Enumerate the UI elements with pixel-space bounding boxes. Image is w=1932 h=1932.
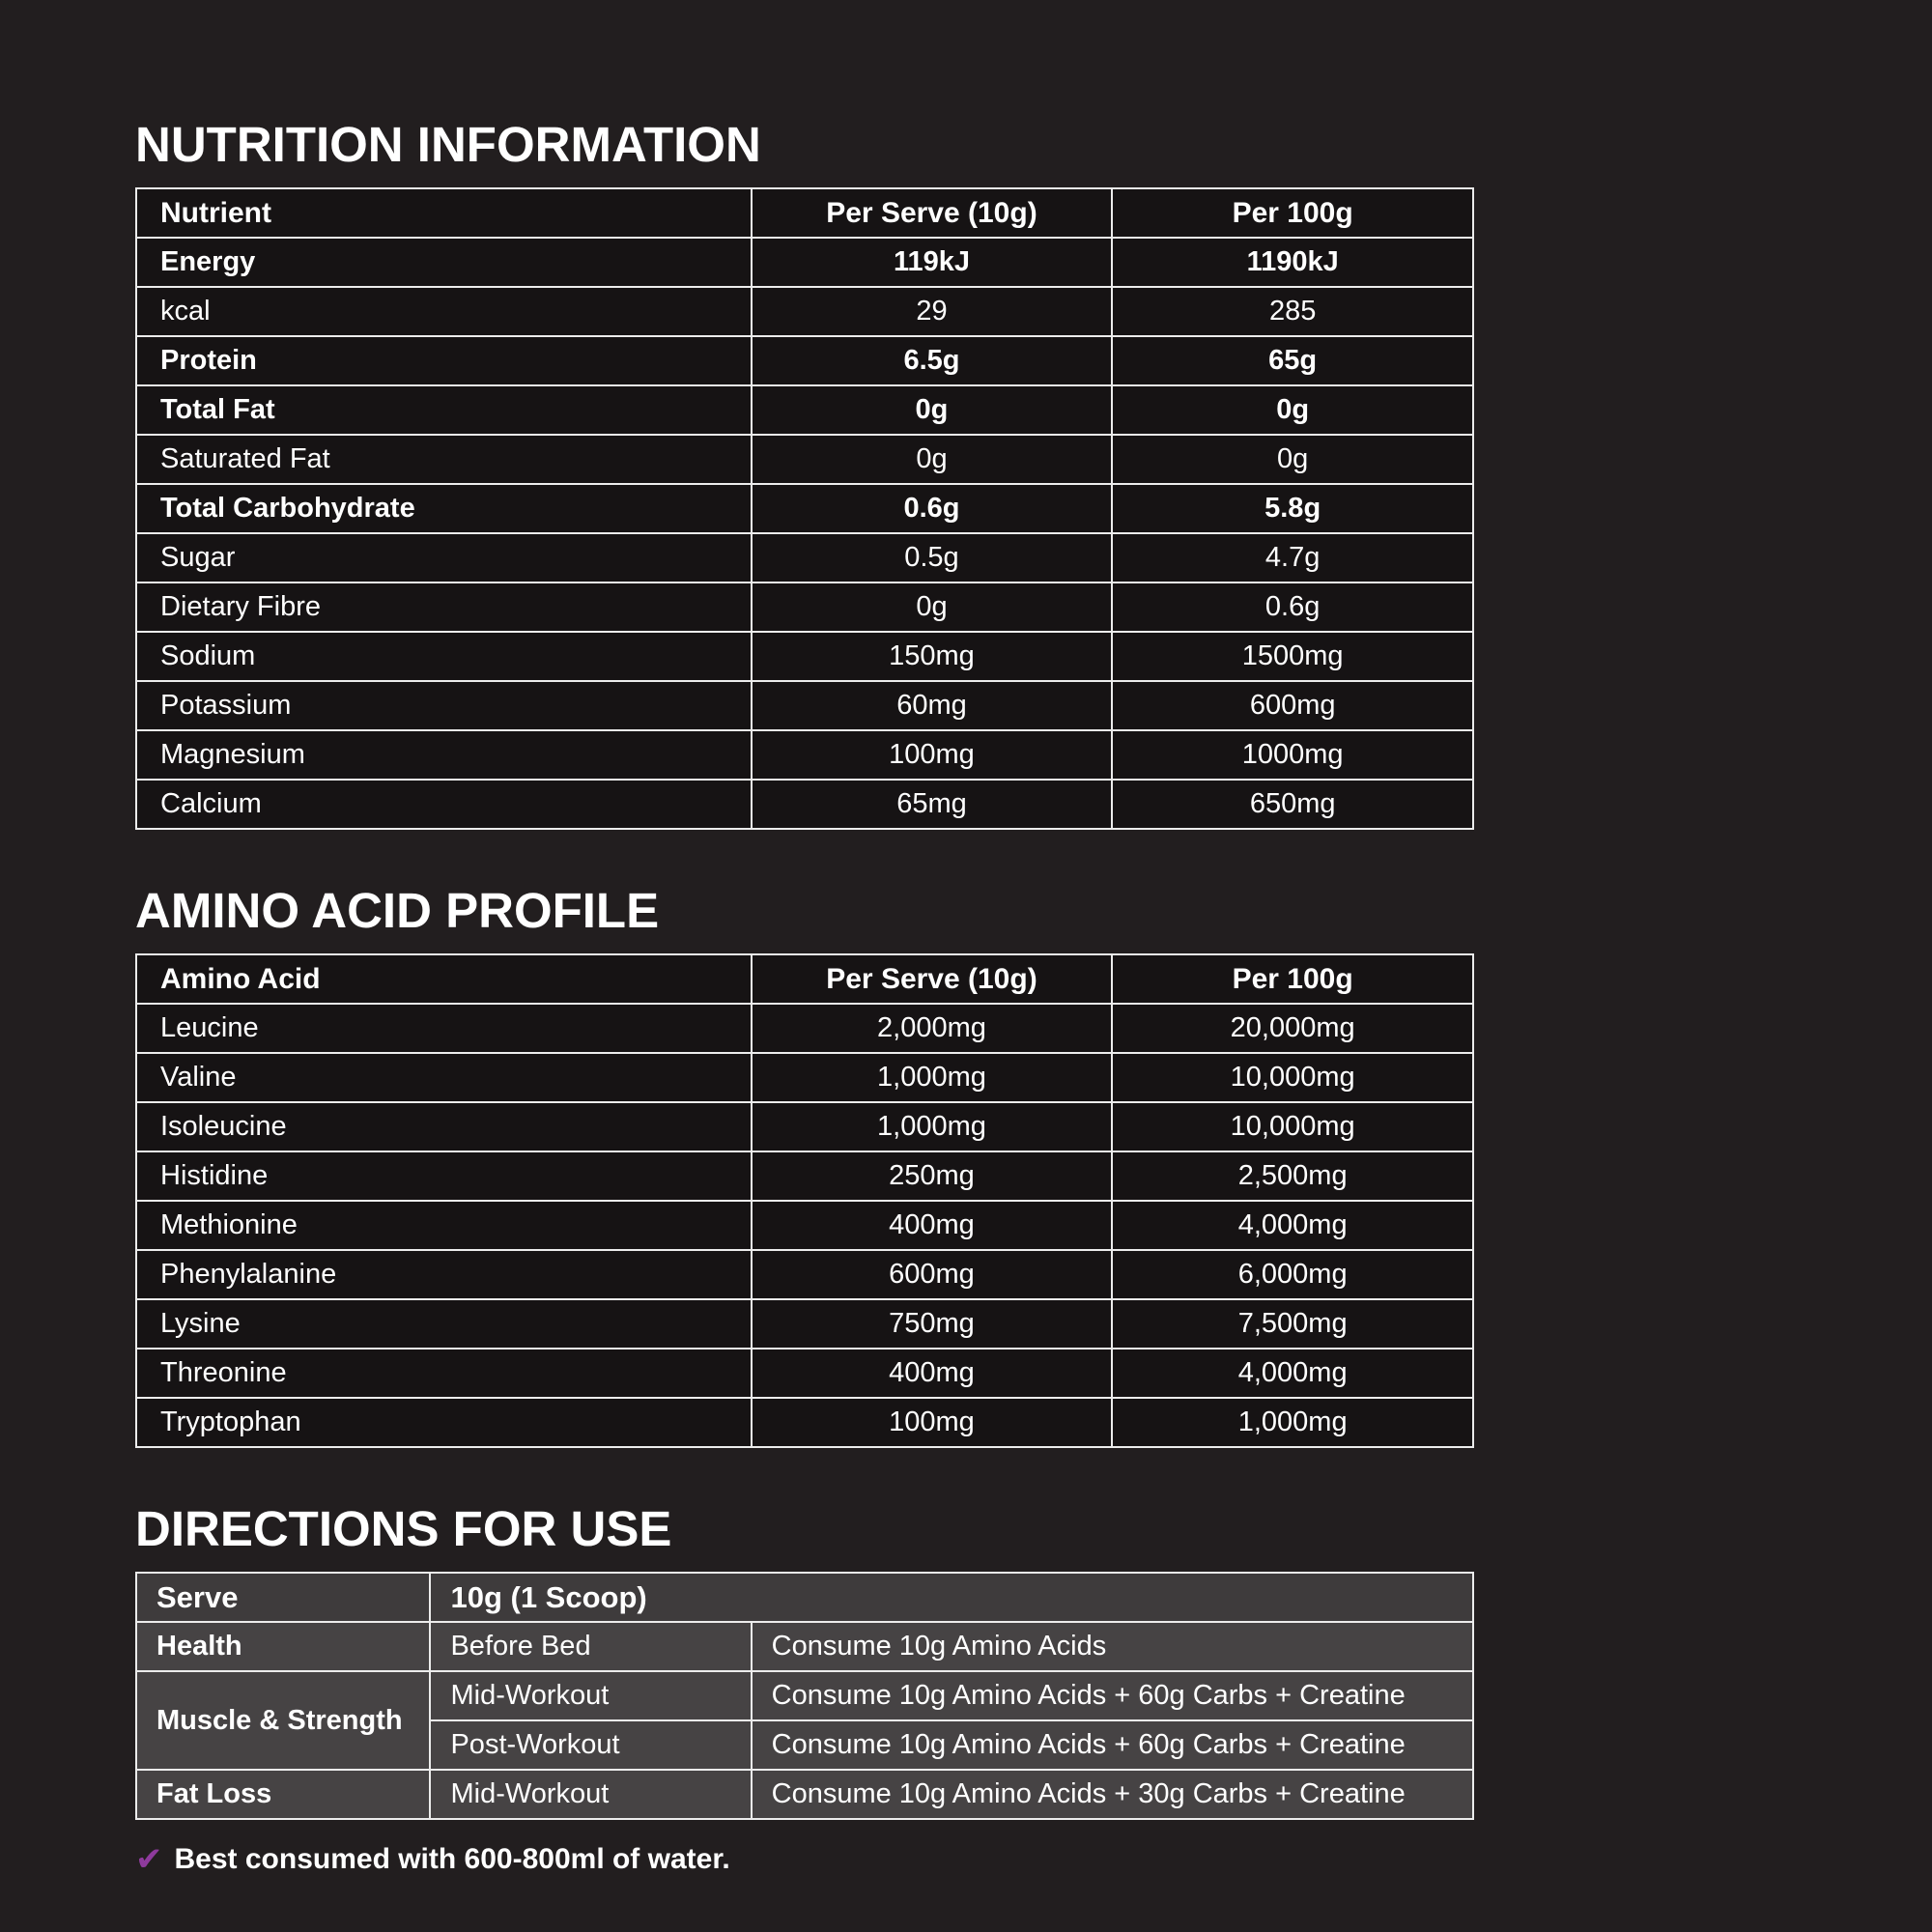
- directions-row-health: [136, 1622, 1473, 1671]
- amino-row: [136, 1250, 1473, 1299]
- nutrition-cell-per-100g: 1190kJ: [1112, 238, 1473, 287]
- nutrition-row: [136, 582, 1473, 632]
- nutrition-col-header-per-100g: Per 100g: [1112, 188, 1473, 238]
- nutrition-row: [136, 435, 1473, 484]
- nutrition-cell-per-serve: 65mg: [752, 780, 1113, 829]
- amino-row: [136, 1053, 1473, 1102]
- nutrition-section-title: NUTRITION INFORMATION: [135, 117, 761, 172]
- nutrition-row: [136, 238, 1473, 287]
- directions-serve-label: Serve: [136, 1573, 430, 1622]
- amino-cell-per-serve: 250mg: [752, 1151, 1113, 1201]
- amino-cell-per-100g: 20,000mg: [1112, 1004, 1473, 1053]
- directions-serve-row: [136, 1573, 1473, 1622]
- amino-cell-per-serve: 750mg: [752, 1299, 1113, 1349]
- nutrition-cell-per-100g: 0g: [1112, 385, 1473, 435]
- amino-cell-per-100g: 2,500mg: [1112, 1151, 1473, 1201]
- nutrition-cell-label: Protein: [136, 336, 752, 385]
- nutrition-row: [136, 385, 1473, 435]
- amino-cell-label: Valine: [136, 1053, 752, 1102]
- amino-cell-label: Lysine: [136, 1299, 752, 1349]
- nutrition-cell-label: Calcium: [136, 780, 752, 829]
- nutrition-cell-per-serve: 0.5g: [752, 533, 1113, 582]
- nutrition-cell-per-100g: 1500mg: [1112, 632, 1473, 681]
- nutrition-cell-label: kcal: [136, 287, 752, 336]
- directions-section-title: DIRECTIONS FOR USE: [135, 1501, 672, 1556]
- directions-row-muscle-mid: [136, 1671, 1473, 1720]
- nutrition-cell-per-100g: 0g: [1112, 435, 1473, 484]
- nutrition-cell-per-serve: 29: [752, 287, 1113, 336]
- check-icon: ✔: [135, 1841, 163, 1878]
- directions-timing-health: Before Bed: [430, 1622, 751, 1671]
- amino-cell-per-serve: 600mg: [752, 1250, 1113, 1299]
- amino-cell-label: Histidine: [136, 1151, 752, 1201]
- nutrition-row: [136, 287, 1473, 336]
- amino-cell-per-serve: 2,000mg: [752, 1004, 1113, 1053]
- nutrition-cell-per-100g: 4.7g: [1112, 533, 1473, 582]
- nutrition-cell-per-100g: 0.6g: [1112, 582, 1473, 632]
- directions-serve-value: 10g (1 Scoop): [430, 1573, 1473, 1622]
- amino-cell-label: Phenylalanine: [136, 1250, 752, 1299]
- nutrition-cell-per-serve: 0.6g: [752, 484, 1113, 533]
- nutrition-cell-per-serve: 60mg: [752, 681, 1113, 730]
- nutrition-row: [136, 632, 1473, 681]
- amino-row: [136, 1004, 1473, 1053]
- nutrition-cell-per-serve: 150mg: [752, 632, 1113, 681]
- directions-goal-muscle-strength: Muscle & Strength: [136, 1671, 430, 1770]
- nutrition-cell-label: Dietary Fibre: [136, 582, 752, 632]
- footnote-text: Best consumed with 600-800ml of water.: [174, 1843, 730, 1875]
- nutrition-table: [135, 187, 1474, 830]
- amino-cell-per-100g: 4,000mg: [1112, 1201, 1473, 1250]
- amino-cell-label: Methionine: [136, 1201, 752, 1250]
- amino-cell-per-100g: 10,000mg: [1112, 1053, 1473, 1102]
- amino-cell-per-serve: 1,000mg: [752, 1053, 1113, 1102]
- amino-header-row: [136, 954, 1473, 1004]
- nutrition-cell-per-100g: 285: [1112, 287, 1473, 336]
- amino-col-header-per-100g: Per 100g: [1112, 954, 1473, 1004]
- amino-cell-per-serve: 400mg: [752, 1349, 1113, 1398]
- amino-row: [136, 1398, 1473, 1447]
- amino-cell-label: Isoleucine: [136, 1102, 752, 1151]
- nutrition-cell-label: Saturated Fat: [136, 435, 752, 484]
- directions-instruction-muscle-mid: Consume 10g Amino Acids + 60g Carbs + Creatine: [752, 1671, 1473, 1720]
- nutrition-cell-per-100g: 1000mg: [1112, 730, 1473, 780]
- nutrition-col-header-nutrient: Nutrient: [136, 188, 752, 238]
- amino-cell-label: Threonine: [136, 1349, 752, 1398]
- directions-instruction-health: Consume 10g Amino Acids: [752, 1622, 1473, 1671]
- amino-row: [136, 1102, 1473, 1151]
- nutrition-cell-per-serve: 100mg: [752, 730, 1113, 780]
- nutrition-row: [136, 336, 1473, 385]
- nutrition-cell-label: Magnesium: [136, 730, 752, 780]
- amino-cell-per-100g: 10,000mg: [1112, 1102, 1473, 1151]
- amino-cell-per-100g: 1,000mg: [1112, 1398, 1473, 1447]
- nutrition-row: [136, 730, 1473, 780]
- nutrition-cell-per-serve: 119kJ: [752, 238, 1113, 287]
- footnote: [135, 1843, 1474, 1876]
- nutrition-cell-per-serve: 0g: [752, 582, 1113, 632]
- amino-cell-label: Tryptophan: [136, 1398, 752, 1447]
- directions-timing-muscle-post: Post-Workout: [430, 1720, 751, 1770]
- nutrition-cell-per-serve: 0g: [752, 385, 1113, 435]
- amino-acid-table: [135, 953, 1474, 1448]
- nutrition-cell-per-100g: 650mg: [1112, 780, 1473, 829]
- amino-row: [136, 1151, 1473, 1201]
- nutrition-cell-label: Total Fat: [136, 385, 752, 435]
- nutrition-cell-per-100g: 65g: [1112, 336, 1473, 385]
- amino-section-title: AMINO ACID PROFILE: [135, 883, 660, 938]
- amino-cell-label: Leucine: [136, 1004, 752, 1053]
- directions-instruction-fat-loss: Consume 10g Amino Acids + 30g Carbs + Creatine: [752, 1770, 1473, 1819]
- amino-cell-per-100g: 6,000mg: [1112, 1250, 1473, 1299]
- directions-timing-muscle-mid: Mid-Workout: [430, 1671, 751, 1720]
- directions-goal-health: Health: [136, 1622, 430, 1671]
- nutrition-row: [136, 780, 1473, 829]
- label-content: [135, 116, 1474, 1876]
- nutrition-row: [136, 681, 1473, 730]
- nutrition-cell-per-100g: 600mg: [1112, 681, 1473, 730]
- nutrition-cell-per-100g: 5.8g: [1112, 484, 1473, 533]
- amino-row: [136, 1349, 1473, 1398]
- nutrition-cell-label: Potassium: [136, 681, 752, 730]
- nutrition-col-header-per-serve: Per Serve (10g): [752, 188, 1113, 238]
- nutrition-cell-label: Energy: [136, 238, 752, 287]
- nutrition-cell-per-serve: 6.5g: [752, 336, 1113, 385]
- directions-goal-fat-loss: Fat Loss: [136, 1770, 430, 1819]
- amino-row: [136, 1299, 1473, 1349]
- amino-cell-per-serve: 100mg: [752, 1398, 1113, 1447]
- amino-col-header-amino-acid: Amino Acid: [136, 954, 752, 1004]
- amino-col-header-per-serve: Per Serve (10g): [752, 954, 1113, 1004]
- directions-timing-fat-loss: Mid-Workout: [430, 1770, 751, 1819]
- amino-row: [136, 1201, 1473, 1250]
- nutrition-row: [136, 533, 1473, 582]
- directions-row-fat-loss: [136, 1770, 1473, 1819]
- amino-cell-per-serve: 1,000mg: [752, 1102, 1113, 1151]
- directions-table: [135, 1572, 1474, 1820]
- nutrition-row: [136, 484, 1473, 533]
- amino-cell-per-100g: 4,000mg: [1112, 1349, 1473, 1398]
- nutrition-cell-label: Sodium: [136, 632, 752, 681]
- nutrition-cell-label: Total Carbohydrate: [136, 484, 752, 533]
- amino-cell-per-100g: 7,500mg: [1112, 1299, 1473, 1349]
- amino-cell-per-serve: 400mg: [752, 1201, 1113, 1250]
- directions-instruction-muscle-post: Consume 10g Amino Acids + 60g Carbs + Creatine: [752, 1720, 1473, 1770]
- nutrition-cell-label: Sugar: [136, 533, 752, 582]
- nutrition-header-row: [136, 188, 1473, 238]
- nutrition-cell-per-serve: 0g: [752, 435, 1113, 484]
